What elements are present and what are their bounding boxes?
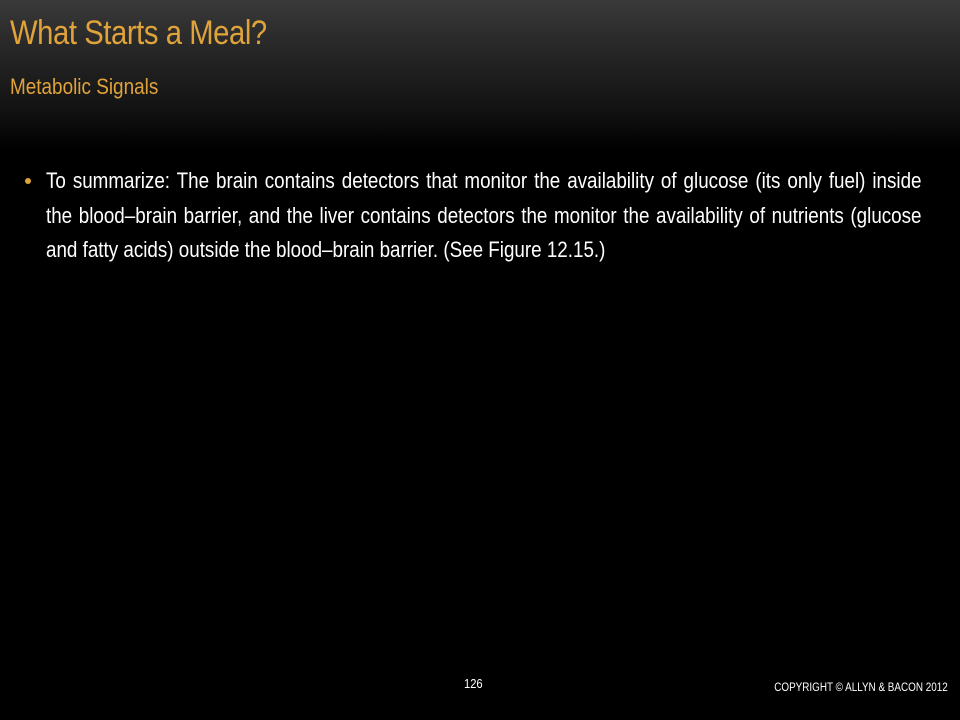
copyright-notice: COPYRIGHT © ALLYN & BACON 2012 <box>774 682 948 694</box>
page-number: 126 <box>464 676 483 691</box>
slide-title: What Starts a Meal? <box>10 14 267 52</box>
bullet-dot-icon <box>25 178 31 184</box>
slide-subtitle: Metabolic Signals <box>10 74 159 99</box>
bullet-text: To summarize: The brain contains detectors that monitor the availability of glucose (its only fuel) inside the blood–brain barrier, and the liver contains detectors the monitor the availability of nutrients (glucose and fatty acids) outside the blood–brain barrier. (See Figure 12.15.) <box>46 168 922 262</box>
